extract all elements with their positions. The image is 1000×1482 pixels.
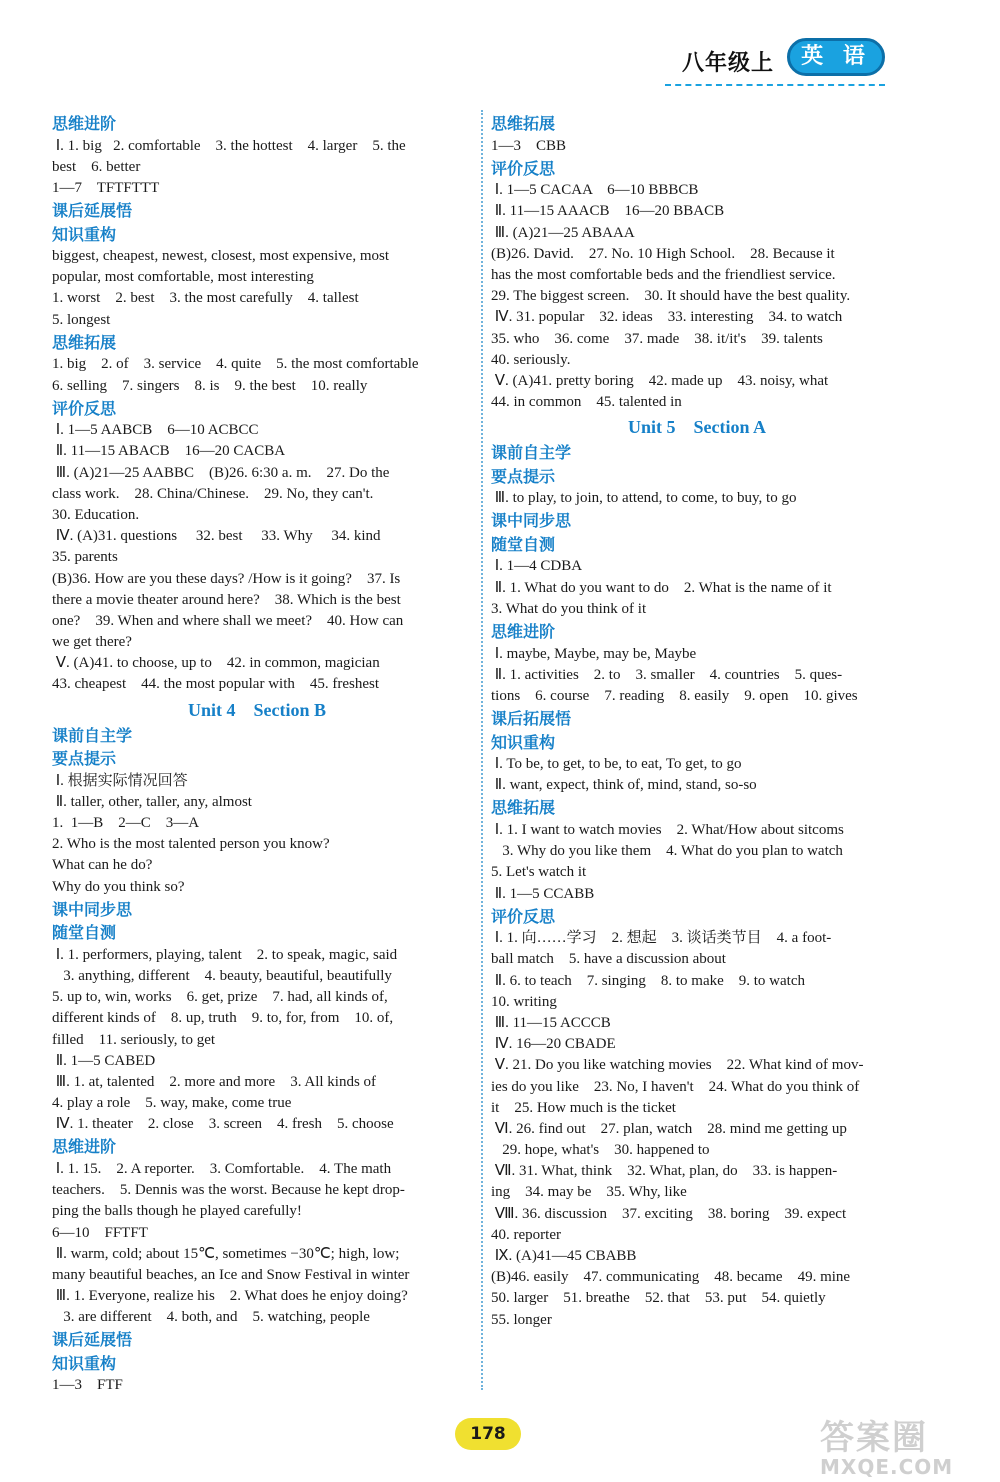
answer-line: it 25. How much is the ticket bbox=[491, 1099, 676, 1116]
answer-line: class work. 28. China/Chinese. 29. No, they can't. bbox=[52, 485, 374, 502]
answer-line: Ⅲ. to play, to join, to attend, to come, to buy, to go bbox=[491, 490, 797, 507]
answer-line: Ⅲ. 1. at, talented 2. more and more 3. All kinds of bbox=[52, 1073, 377, 1090]
answer-line: Why do you think so? bbox=[52, 878, 185, 895]
answer-line: What can he do? bbox=[52, 857, 153, 874]
answer-line: Ⅴ. (A)41. to choose, up to 42. in common, magician bbox=[52, 655, 380, 672]
header-divider bbox=[665, 84, 885, 86]
answer-line: 3. What do you think of it bbox=[491, 600, 647, 617]
answer-line: 1—3 CBB bbox=[491, 137, 567, 154]
answer-line: 1—3 FTF bbox=[52, 1377, 123, 1394]
column-divider bbox=[481, 110, 483, 1390]
section-heading: 知识重构 bbox=[491, 732, 556, 752]
answer-line: Ⅳ. 31. popular 32. ideas 33. interesting 34. to watch bbox=[491, 309, 843, 326]
answer-line: ies do you like 23. No, I haven't 24. What do you think of bbox=[491, 1078, 860, 1095]
answer-line: Ⅱ. taller, other, taller, any, almost bbox=[52, 793, 252, 810]
answer-line: 5. longest bbox=[52, 311, 111, 328]
page-number: 178 bbox=[455, 1418, 521, 1450]
answer-line: (B)46. easily 47. communicating 48. became 49. mine bbox=[491, 1269, 851, 1286]
section-heading: 知识重构 bbox=[52, 224, 117, 244]
section-heading: 思维进阶 bbox=[52, 114, 117, 133]
answer-line: Ⅰ. 1—5 CACAA 6—10 BBBCB bbox=[491, 182, 699, 199]
left-column bbox=[52, 112, 462, 1397]
section-heading: 思维拓展 bbox=[52, 332, 117, 352]
unit-title: Unit 5 Section A bbox=[627, 417, 766, 438]
unit-title: Unit 4 Section B bbox=[187, 699, 326, 720]
answer-line: many beautiful beaches, an Ice and Snow Festival in winter bbox=[52, 1266, 410, 1283]
page-header bbox=[0, 0, 1000, 90]
answer-line: Ⅰ. 1. performers, playing, talent 2. to speak, magic, said bbox=[52, 946, 398, 963]
answer-line: best 6. better bbox=[52, 158, 141, 175]
answer-line: 40. reporter bbox=[491, 1226, 561, 1243]
answer-line: filled 11. seriously, to get bbox=[52, 1031, 216, 1048]
answer-line: Ⅸ. (A)41—45 CBABB bbox=[491, 1248, 637, 1264]
answer-line: 35. parents bbox=[52, 549, 118, 566]
answer-line: 43. cheapest 44. the most popular with 45. freshest bbox=[52, 676, 380, 693]
section-heading: 课后延展悟 bbox=[52, 201, 133, 221]
answer-line: 2. Who is the most talented person you know? bbox=[52, 836, 330, 853]
section-heading: 课中同步思 bbox=[491, 511, 572, 531]
answer-line: (B)36. How are you these days? /How is it going? 37. Is bbox=[52, 570, 401, 587]
section-heading: 课前自主学 bbox=[52, 725, 133, 745]
watermark-url: MXQE.COM bbox=[820, 1455, 954, 1479]
answer-line: ing 34. may be 35. Why, like bbox=[491, 1184, 687, 1201]
answer-line: Ⅶ. 31. What, think 32. What, plan, do 33. is happen- bbox=[491, 1163, 838, 1180]
subject-badge: 英 语 bbox=[787, 38, 885, 76]
answer-line: Ⅲ. (A)21—25 AABBC (B)26. 6:30 a. m. 27. Do the bbox=[52, 464, 390, 481]
answer-line: 35. who 36. come 37. made 38. it/it's 39. talents bbox=[491, 330, 823, 347]
answer-line: 3. are different 4. both, and 5. watching, people bbox=[52, 1309, 370, 1326]
answer-line: Ⅱ. 6. to teach 7. singing 8. to make 9. to watch bbox=[491, 972, 805, 989]
section-heading: 课后延展悟 bbox=[52, 1330, 133, 1350]
answer-line: Ⅱ. 1. activities 2. to 3. smaller 4. countries 5. ques- bbox=[491, 666, 843, 683]
answer-line: Ⅱ. want, expect, think of, mind, stand, so-so bbox=[491, 777, 757, 794]
answer-line: 1. 1—B 2—C 3—A bbox=[52, 815, 200, 831]
grade-label: 八年级上 bbox=[682, 51, 775, 76]
answer-line: different kinds of 8. up, truth 9. to, for, from 10. of, bbox=[52, 1010, 394, 1027]
answer-line: 29. hope, what's 30. happened to bbox=[491, 1142, 710, 1159]
answer-line: biggest, cheapest, newest, closest, most expensive, most bbox=[52, 248, 390, 265]
section-heading: 思维拓展 bbox=[491, 114, 556, 133]
section-heading: 要点提示 bbox=[52, 749, 117, 769]
answer-line: we get there? bbox=[52, 634, 132, 651]
answer-line: 1. big 2. of 3. service 4. quite 5. the most comfortable bbox=[52, 356, 419, 373]
answer-line: 1. worst 2. best 3. the most carefully 4. tallest bbox=[52, 290, 359, 307]
answer-line: ping the balls though he played carefully! bbox=[52, 1203, 302, 1220]
answer-line: Ⅴ. (A)41. pretty boring 42. made up 43. noisy, what bbox=[491, 372, 829, 389]
answer-line: tions 6. course 7. reading 8. easily 9. open 10. gives bbox=[491, 687, 858, 704]
answer-line: 30. Education. bbox=[52, 506, 140, 523]
answer-line: 55. longer bbox=[491, 1311, 552, 1328]
answer-line: Ⅳ. 1. theater 2. close 3. screen 4. fresh 5. choose bbox=[52, 1116, 394, 1133]
answer-line: ball match 5. have a discussion about bbox=[491, 951, 726, 968]
answer-line: Ⅰ. maybe, Maybe, may be, Maybe bbox=[491, 645, 697, 662]
answer-line: Ⅰ. 1. big 2. comfortable 3. the hottest 4. larger 5. the bbox=[52, 137, 406, 154]
answer-line: 44. in common 45. talented in bbox=[491, 394, 682, 411]
answer-line: 3. Why do you like them 4. What do you plan to watch bbox=[491, 843, 843, 860]
section-heading: 要点提示 bbox=[491, 466, 556, 486]
answer-line: 4. play a role 5. way, make, come true bbox=[52, 1095, 292, 1112]
watermark-logo bbox=[820, 1410, 1000, 1482]
answer-line: Ⅱ. 1. What do you want to do 2. What is the name of it bbox=[491, 579, 832, 596]
answer-line: Ⅱ. 1—5 CABED bbox=[52, 1052, 156, 1069]
answer-line: 40. seriously. bbox=[491, 351, 571, 368]
answer-line: Ⅳ. 16—20 CBADE bbox=[491, 1036, 616, 1053]
answer-line: Ⅳ. (A)31. questions 32. best 33. Why 34. kind bbox=[52, 528, 381, 545]
section-heading: 随堂自测 bbox=[491, 534, 556, 554]
answer-line: has the most comfortable beds and the friendliest service. bbox=[491, 266, 836, 283]
answer-line: teachers. 5. Dennis was the worst. Because he kept drop- bbox=[52, 1182, 405, 1199]
answer-line: 1—7 TFTFTTT bbox=[52, 179, 160, 196]
answer-line: Ⅱ. 11—15 AAACB 16—20 BBACB bbox=[491, 203, 725, 220]
section-heading: 课后拓展悟 bbox=[491, 709, 572, 729]
section-heading: 知识重构 bbox=[52, 1353, 117, 1373]
answer-line: Ⅰ. 1. I want to watch movies 2. What/How about sitcoms bbox=[491, 821, 844, 838]
section-heading: 思维进阶 bbox=[52, 1137, 117, 1157]
answer-line: one? 39. When and where shall we meet? 40. How can bbox=[52, 612, 404, 629]
answer-line: Ⅴ. 21. Do you like watching movies 22. What kind of mov- bbox=[491, 1057, 864, 1074]
section-heading: 随堂自测 bbox=[52, 923, 117, 943]
answer-line: Ⅱ. 1—5 CCABB bbox=[491, 885, 595, 902]
answer-line: 6—10 FFTFT bbox=[52, 1224, 148, 1241]
section-heading: 评价反思 bbox=[491, 158, 556, 178]
right-column bbox=[491, 112, 903, 1331]
answer-line: Ⅰ. To be, to get, to be, to eat, To get, to go bbox=[491, 756, 742, 773]
answer-line: Ⅰ. 1. 向……学习 2. 想起 3. 谈话类节目 4. a foot- bbox=[491, 930, 832, 947]
section-heading: 思维进阶 bbox=[491, 622, 556, 641]
section-heading: 评价反思 bbox=[491, 906, 556, 926]
answer-line: (B)26. David. 27. No. 10 High School. 28. Because it bbox=[491, 245, 835, 262]
answer-line: Ⅰ. 1—5 AABCB 6—10 ACBCC bbox=[52, 422, 259, 439]
answer-line: 29. The biggest screen. 30. It should have the best quality. bbox=[491, 288, 851, 305]
answer-line: Ⅱ. warm, cold; about 15℃, sometimes −30℃; high, low; bbox=[52, 1245, 400, 1262]
answer-line: Ⅰ. 1. 15. 2. A reporter. 3. Comfortable. 4. The math bbox=[52, 1160, 392, 1177]
section-heading: 课前自主学 bbox=[491, 443, 572, 463]
answer-line: Ⅰ. 1—4 CDBA bbox=[491, 558, 583, 575]
answer-line: 50. larger 51. breathe 52. that 53. put 54. quietly bbox=[491, 1290, 826, 1307]
answer-line: 5. Let's watch it bbox=[491, 864, 587, 881]
answer-line: Ⅵ. 26. find out 27. plan, watch 28. mind me getting up bbox=[491, 1120, 847, 1137]
section-heading: 思维拓展 bbox=[491, 798, 556, 818]
answer-line: Ⅰ. 根据实际情况回答 bbox=[52, 772, 188, 789]
section-heading: 评价反思 bbox=[52, 398, 117, 418]
answer-line: 6. selling 7. singers 8. is 9. the best 10. really bbox=[52, 377, 368, 394]
answer-line: there a movie theater around here? 38. Which is the best bbox=[52, 591, 401, 608]
answer-line: 5. up to, win, works 6. get, prize 7. had, all kinds of, bbox=[52, 989, 388, 1006]
watermark-title: 答案圈 bbox=[820, 1418, 928, 1458]
answer-line: 10. writing bbox=[491, 993, 557, 1010]
answer-line: Ⅱ. 11—15 ABACB 16—20 CACBA bbox=[52, 443, 286, 460]
answer-line: popular, most comfortable, most interesting bbox=[52, 269, 314, 286]
answer-line: 3. anything, different 4. beauty, beautiful, beautifully bbox=[52, 967, 392, 984]
answer-line: Ⅲ. 1. Everyone, realize his 2. What does he enjoy doing? bbox=[52, 1288, 408, 1305]
section-heading: 课中同步思 bbox=[52, 899, 133, 919]
answer-line: Ⅷ. 36. discussion 37. exciting 38. boring 39. expect bbox=[491, 1205, 847, 1222]
answer-line: Ⅲ. 11—15 ACCCB bbox=[491, 1014, 611, 1031]
answer-line: Ⅲ. (A)21—25 ABAAA bbox=[491, 224, 635, 241]
